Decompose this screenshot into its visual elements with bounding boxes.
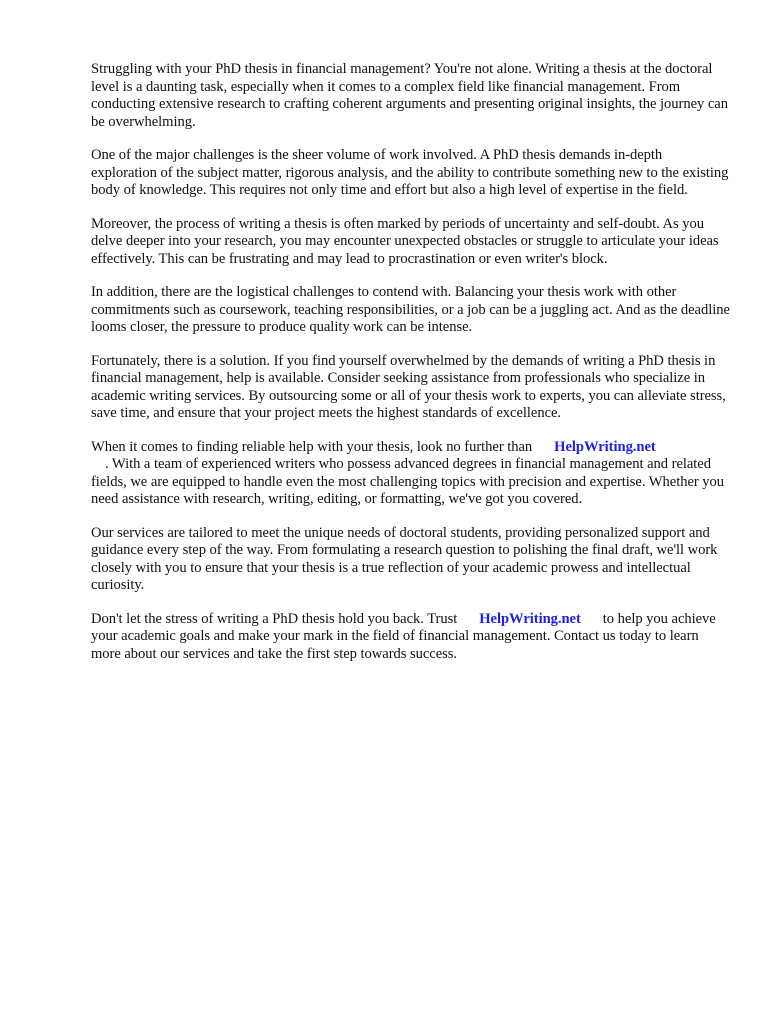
paragraph-intro: Struggling with your PhD thesis in financial management? You're not alone. Writing a thesis at the doctoral level is a daunting task, especially when it comes to a complex field like financial management. From conducting extensive research to crafting coherent arguments and presenting original insights, the journey can be overwhelming. [91, 61, 728, 130]
paragraph-services: Our services are tailored to meet the unique needs of doctoral students, providing personalized support and guidance every step of the way. From formulating a research question to polishing the final draft, we'll work closely with you to ensure that your thesis is a true reflection of your academic prowess and intellectual curiosity. [91, 524, 718, 593]
helpwriting-link-2[interactable]: HelpWriting.net [479, 610, 581, 627]
paragraph-closing-lead: Don't let the stress of writing a PhD thesis hold you back. Trust [91, 610, 458, 627]
paragraph-closing-tail: to help you achieve your academic goals and make your mark in the field of financial management. Contact us today to learn more about our services and take the first step towards success. [91, 610, 716, 662]
paragraph-logistics: In addition, there are the logistical challenges to contend with. Balancing your thesis work with other commitments such as coursework, teaching responsibilities, or a job can be a juggling act. And as the deadline looms closer, the pressure to produce quality work can be intense. [91, 284, 730, 335]
paragraph-reliable-help-lead: When it comes to finding reliable help with your thesis, look no further than [91, 438, 533, 455]
document-body [91, 61, 731, 679]
paragraph-challenges: One of the major challenges is the sheer volume of work involved. A PhD thesis demands in-depth exploration of the subject matter, rigorous analysis, and the ability to contribute something new to the existing body of knowledge. This requires not only time and effort but also a high level of expertise in the field. [91, 147, 729, 198]
paragraph-uncertainty: Moreover, the process of writing a thesis is often marked by periods of uncertainty and self-doubt. As you delve deeper into your research, you may encounter unexpected obstacles or struggle to articulate your ideas effectively. This can be frustrating and may lead to procrastination or even writer's block. [91, 215, 719, 267]
paragraph-solution: Fortunately, there is a solution. If you find yourself overwhelmed by the demands of writing a PhD thesis in financial management, help is available. Consider seeking assistance from professionals who specialize in academic writing services. By outsourcing some or all of your thesis work to experts, you can alleviate stress, save time, and ensure that your project meets the highest standards of excellence. [91, 352, 726, 421]
paragraph-closing [91, 611, 731, 664]
paragraph-reliable-help-tail: . With a team of experienced writers who possess advanced degrees in financial management and related fields, we are equipped to handle even the most challenging topics with precision and expertise. Whether you need assistance with research, writing, editing, or formatting, we've got you covered. [91, 456, 725, 507]
helpwriting-link-1[interactable]: HelpWriting.net [554, 438, 656, 455]
paragraph-reliable-help [91, 439, 731, 509]
